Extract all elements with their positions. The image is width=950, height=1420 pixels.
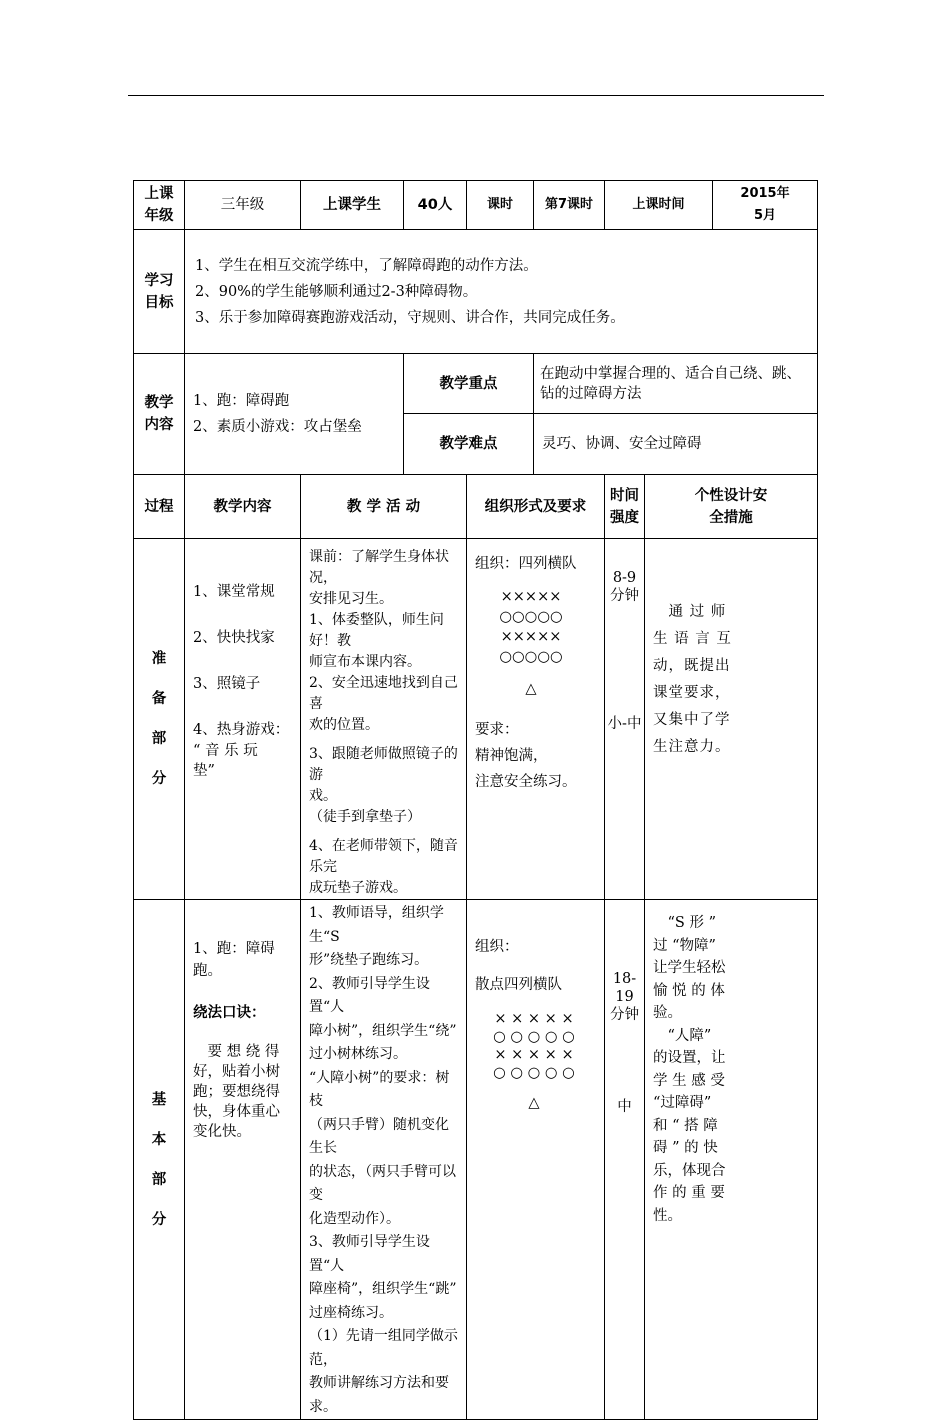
col-activity: 教 学 活 动 <box>301 475 467 539</box>
col-organization: 组织形式及要求 <box>467 475 605 539</box>
content-item: 1、跑：障碍跑 <box>193 393 290 409</box>
goal-item: 2、90%的学生能够顺利通过2-3种障碍物。 <box>195 283 478 300</box>
basic-activity-line: （1）先请一组同学做示范， <box>309 1328 458 1368</box>
prep-req-line: 注意安全练习。 <box>475 774 577 790</box>
basic-safety-line: 碍 ” 的 快 <box>653 1140 718 1156</box>
goal-item: 3、乐于参加障碍赛跑游戏活动，守规则、讲合作，共同完成任务。 <box>195 309 625 326</box>
prep-time-value: 8-9 <box>612 570 637 586</box>
content-item: 2、素质小游戏：攻占堡垒 <box>193 419 362 435</box>
key-point-label: 教学重点 <box>404 354 534 414</box>
prep-content-item: 1、课堂常规 <box>193 584 275 600</box>
goals-list <box>185 230 818 354</box>
basic-safety-line: 让学生轻松 <box>653 960 726 976</box>
basic-activity-line: “人障小树”的要求：树枝 <box>309 1069 450 1109</box>
content-label-2: 内容 <box>144 417 174 433</box>
basic-time-value: 18-19 <box>612 971 637 1005</box>
basic-safety-line: 过 “物障” <box>653 937 716 954</box>
prep-content-item: 3、照镜子 <box>193 676 261 692</box>
basic-safety-line: 和 “ 搭 障 <box>653 1117 718 1134</box>
grade-value: 三年级 <box>185 181 301 230</box>
prep-safety-line: 通 过 师 <box>653 604 727 620</box>
col-content: 教学内容 <box>185 475 301 539</box>
column-header-row <box>134 475 818 539</box>
basic-tip-title: 绕法口诀： <box>193 1005 266 1021</box>
prep-activity-line: 欢的位置。 <box>309 717 379 733</box>
grade-label <box>134 181 185 230</box>
formation-row: ○ ○ ○ ○ ○ <box>493 1065 575 1081</box>
header-row <box>134 181 818 230</box>
basic-safety-line: 作 的 重 要 <box>653 1185 725 1201</box>
class-time-label: 上课时间 <box>605 181 713 230</box>
basic-tip-line: 变化快。 <box>193 1124 251 1140</box>
content-label-1: 教学 <box>144 395 174 411</box>
basic-activity-line: 2、教师引导学生设置“人 <box>309 975 430 1015</box>
content-label <box>134 354 185 475</box>
basic-content-line: 跑。 <box>193 963 222 979</box>
prep-req-label: 要求： <box>475 722 519 738</box>
period-label: 课时 <box>467 181 534 230</box>
prep-safety-line: 动，既提出 <box>653 658 731 674</box>
grade-label-text: 上课年级 <box>144 186 174 224</box>
basic-activity-line: 形”绕垫子跑练习。 <box>309 952 429 968</box>
prep-process <box>134 539 185 900</box>
prep-activity-line: 1、体委整队，师生问好！教 <box>309 612 444 649</box>
basic-safety-line: “S 形 ” <box>653 915 716 931</box>
prep-content-item: 垫” <box>193 763 215 779</box>
basic-time-unit: 分钟 <box>610 1007 639 1023</box>
basic-char: 本 <box>151 1131 167 1148</box>
content-items <box>185 354 404 475</box>
prep-intensity: 小-中 <box>607 716 642 732</box>
prep-activity-line: （徒手到拿垫子） <box>309 809 421 825</box>
basic-organization <box>467 900 605 1420</box>
prep-req-line: 精神饱满， <box>475 748 548 764</box>
basic-safety-line: 性。 <box>653 1207 682 1224</box>
basic-org-title: 组织： <box>475 939 519 955</box>
prep-safety-line: 生 语 言 互 <box>653 631 732 647</box>
prep-content-item: 2、快快找家 <box>193 630 275 646</box>
prep-time <box>605 539 645 900</box>
prep-char: 准 <box>151 651 167 667</box>
formation-row: × × × × × <box>494 1047 574 1063</box>
prep-formation <box>481 587 581 699</box>
goal-item: 1、学生在相互交流学练中，了解障碍跑的动作方法。 <box>195 257 538 274</box>
students-label: 上课学生 <box>301 181 404 230</box>
basic-tip-line: 要 想 绕 得 <box>193 1044 280 1060</box>
class-time-year: 2015年 <box>740 186 790 201</box>
prep-row <box>134 539 818 900</box>
basic-tip-line: 跑；要想绕得 <box>193 1084 280 1100</box>
prep-activity-line: 3、跟随老师做照镜子的游 <box>309 746 458 783</box>
teacher-mark: △ <box>525 681 537 697</box>
goals-label <box>134 230 185 354</box>
difficulty-text: 灵巧、协调、安全过障碍 <box>534 414 818 475</box>
col-safety-1: 个性设计安 <box>694 487 768 504</box>
col-safety-2: 全措施 <box>709 509 753 526</box>
prep-activity-line: 4、在老师带领下，随音乐完 <box>309 838 458 875</box>
col-process: 过程 <box>134 475 185 539</box>
basic-tip-line: 好，贴着小树 <box>193 1064 280 1080</box>
prep-safety-line: 生注意力。 <box>653 739 731 755</box>
basic-time <box>605 900 645 1420</box>
basic-safety <box>645 900 818 1420</box>
prep-activity-line: 师宣布本课内容。 <box>309 654 421 670</box>
basic-char: 部 <box>151 1171 167 1188</box>
basic-org-sub: 散点四列横队 <box>475 977 562 993</box>
formation-row: ○○○○○ <box>499 609 563 625</box>
difficulty-label: 教学难点 <box>404 414 534 475</box>
basic-activity-line: 教师讲解练习方法和要求。 <box>309 1375 449 1415</box>
formation-row: × × × × × <box>494 1011 574 1027</box>
basic-activity-line: 障小树”，组织学生“绕” <box>309 1022 457 1039</box>
basic-safety-line: “过障碍” <box>653 1095 712 1111</box>
basic-tip-line: 快，身体重心 <box>193 1104 280 1120</box>
basic-safety-line: “人障” <box>653 1027 712 1044</box>
basic-activity-line: 障座椅”，组织学生“跳” <box>309 1281 457 1297</box>
prep-org-title: 组织：四列横队 <box>475 556 577 572</box>
basic-activity-line: （两只手臂）随机变化生长 <box>309 1116 449 1156</box>
basic-activity-line: 过座椅练习。 <box>309 1304 393 1321</box>
basic-content-line: 1、跑：障碍 <box>193 941 275 957</box>
basic-activity-line: 的状态，（两只手臂可以变 <box>309 1163 456 1203</box>
prep-content-item: “ 音 乐 玩 <box>193 743 258 759</box>
basic-activity <box>301 900 467 1420</box>
basic-content <box>185 900 301 1420</box>
basic-activity-line: 1、教师语导，组织学生“S <box>309 905 444 945</box>
class-time-value <box>713 181 818 230</box>
prep-activity-line: 2、安全迅速地找到自己喜 <box>309 675 458 712</box>
prep-activity-line: 安排见习生。 <box>309 591 393 607</box>
basic-safety-line: 验。 <box>653 1005 682 1021</box>
formation-row: ○ ○ ○ ○ ○ <box>493 1029 575 1045</box>
basic-activity-line: 过小树林练习。 <box>309 1046 407 1062</box>
prep-content-item: 4、热身游戏： <box>193 722 290 738</box>
col-time-1: 时间 <box>610 487 639 504</box>
prep-activity-line: 成玩垫子游戏。 <box>309 880 407 896</box>
prep-safety-line: 课堂要求， <box>653 685 731 701</box>
basic-safety-line: 的设置，让 <box>653 1050 726 1066</box>
goals-row <box>134 230 818 354</box>
basic-activity-line: 化造型动作）。 <box>309 1210 400 1227</box>
prep-safety-line: 又集中了学 <box>653 712 731 728</box>
basic-process <box>134 900 185 1420</box>
basic-intensity: 中 <box>617 1099 632 1115</box>
formation-row: ××××× <box>500 589 562 605</box>
basic-safety-line: 学 生 感 受 <box>653 1072 725 1089</box>
col-time <box>605 475 645 539</box>
goals-label-2: 目标 <box>144 294 174 311</box>
prep-safety <box>645 539 818 900</box>
basic-char: 分 <box>151 1211 167 1228</box>
prep-activity-line: 课前：了解学生身体状况， <box>309 549 449 586</box>
header-rule <box>128 95 824 96</box>
goals-label-1: 学习 <box>144 272 174 289</box>
lesson-plan-table <box>133 180 818 1420</box>
basic-char: 基 <box>151 1091 167 1108</box>
content-row-key <box>134 354 818 414</box>
col-time-2: 强度 <box>610 509 639 526</box>
prep-activity <box>301 539 467 900</box>
prep-char: 备 <box>151 691 167 707</box>
prep-content <box>185 539 301 900</box>
class-time-month: 5月 <box>753 208 777 223</box>
formation-row: ○○○○○ <box>499 649 563 665</box>
key-point-line: 钻的过障碍方法 <box>540 385 642 402</box>
prep-time-unit: 分钟 <box>610 588 639 604</box>
students-value: 40人 <box>404 181 467 230</box>
basic-safety-line: 乐，体现合 <box>653 1162 726 1179</box>
prep-char: 分 <box>151 771 167 787</box>
formation-row: ××××× <box>500 629 562 645</box>
key-point-text <box>534 354 818 414</box>
prep-char: 部 <box>151 731 167 747</box>
key-point-line: 在跑动中掌握合理的、适合自己绕、跳、 <box>540 365 801 382</box>
period-value: 第7课时 <box>534 181 605 230</box>
prep-organization <box>467 539 605 900</box>
col-safety <box>645 475 818 539</box>
prep-activity-line: 戏。 <box>309 788 337 804</box>
basic-activity-line: 3、教师引导学生设置“人 <box>309 1234 430 1274</box>
basic-row <box>134 900 818 1420</box>
basic-formation <box>475 1010 593 1112</box>
teacher-mark: △ <box>528 1095 540 1111</box>
basic-safety-line: 愉 悦 的 体 <box>653 982 725 999</box>
